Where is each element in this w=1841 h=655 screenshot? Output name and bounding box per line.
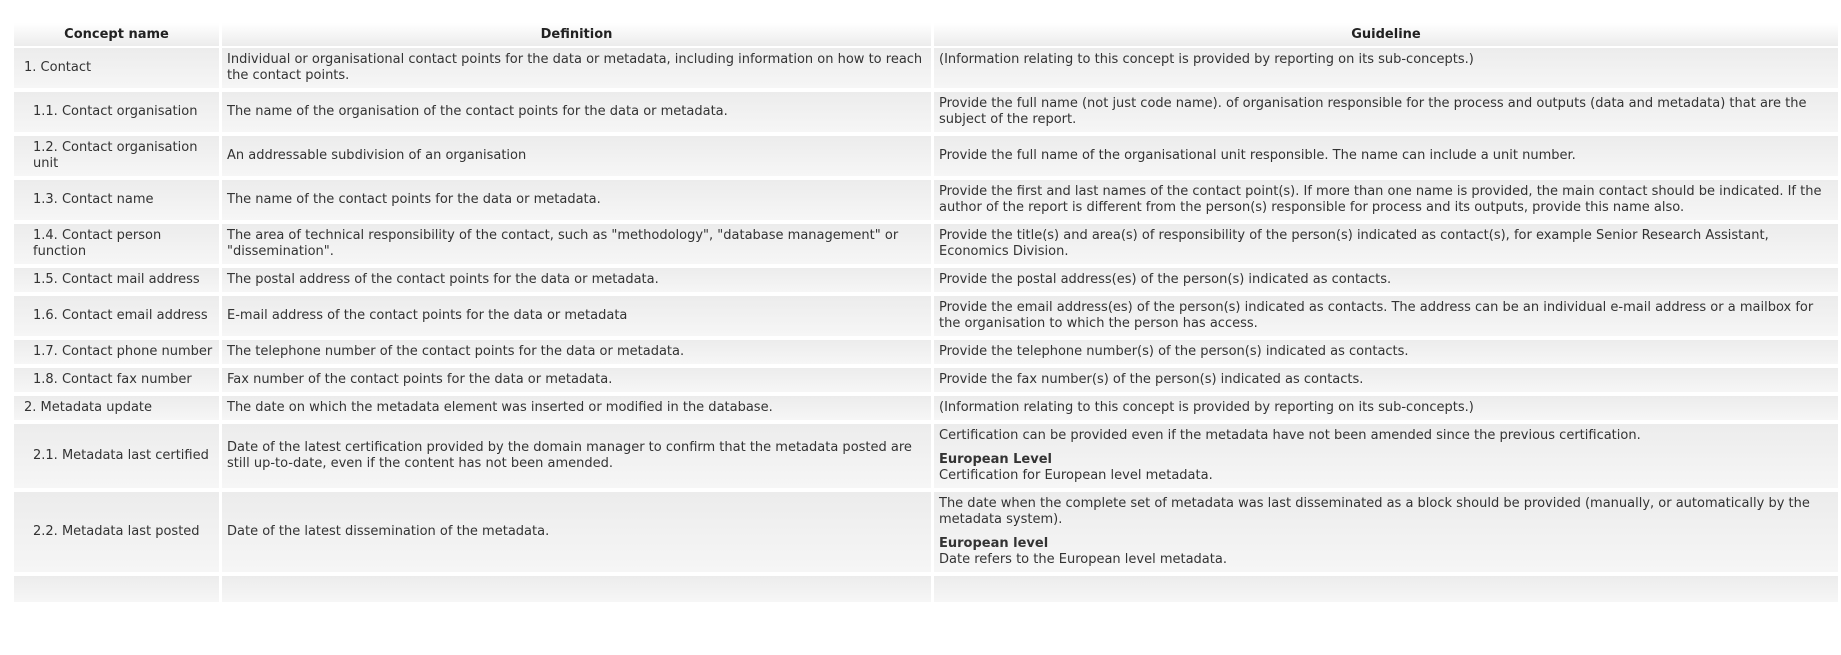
concept-name-cell: 2. Metadata update xyxy=(14,396,222,424)
guideline-heading: European level xyxy=(939,536,1049,551)
table-row xyxy=(14,92,1841,136)
definition-cell: E-mail address of the contact points for the data or metadata xyxy=(222,296,934,340)
table-row-partial xyxy=(14,576,1841,606)
guideline-cell: Provide the telephone number(s) of the person(s) indicated as contacts. xyxy=(934,340,1841,368)
concept-name-cell: 1. Contact xyxy=(14,48,222,92)
definition-cell: The postal address of the contact points for the data or metadata. xyxy=(222,268,934,296)
definition-cell: Individual or organisational contact points for the data or metadata, including information on how to reach the contact points. xyxy=(222,48,934,92)
guideline-text: Certification can be provided even if the metadata have not been amended since the previous certification. xyxy=(939,428,1641,443)
definition-cell xyxy=(222,576,934,606)
metadata-table-container xyxy=(14,23,1841,606)
concept-name-cell xyxy=(14,576,222,606)
guideline-extra-text: Date refers to the European level metadata. xyxy=(939,552,1227,567)
guideline-heading: European Level xyxy=(939,452,1053,467)
concept-name-cell: 1.5. Contact mail address xyxy=(14,268,222,296)
concept-name-cell: 1.1. Contact organisation xyxy=(14,92,222,136)
definition-cell: Date of the latest dissemination of the metadata. xyxy=(222,492,934,576)
table-row xyxy=(14,268,1841,296)
concept-name-cell: 1.4. Contact person function xyxy=(14,224,222,268)
definition-cell: An addressable subdivision of an organisation xyxy=(222,136,934,180)
guideline-cell: Provide the email address(es) of the person(s) indicated as contacts. The address can be an individual e-mail address or a mailbox for the organisation to which the person has access. xyxy=(934,296,1841,340)
definition-cell: Fax number of the contact points for the data or metadata. xyxy=(222,368,934,396)
table-header-row xyxy=(14,23,1841,48)
guideline-text: The date when the complete set of metadata was last disseminated as a block should be provided (manually, or automatically by the metadata system). xyxy=(939,496,1810,527)
concept-name-cell: 1.2. Contact organisation unit xyxy=(14,136,222,180)
concept-name-cell: 1.8. Contact fax number xyxy=(14,368,222,396)
guideline-cell: (Information relating to this concept is provided by reporting on its sub-concepts.) xyxy=(934,396,1841,424)
guideline-cell xyxy=(934,492,1841,576)
guideline-cell: Provide the full name (not just code name). of organisation responsible for the process and outputs (data and metadata) that are the subject of the report. xyxy=(934,92,1841,136)
definition-cell: The name of the contact points for the data or metadata. xyxy=(222,180,934,224)
guideline-cell xyxy=(934,576,1841,606)
metadata-concepts-table xyxy=(14,23,1841,606)
table-row xyxy=(14,492,1841,576)
concept-name-cell: 1.7. Contact phone number xyxy=(14,340,222,368)
guideline-cell: Provide the title(s) and area(s) of responsibility of the person(s) indicated as contact(s), for example Senior Research Assistant, Economics Division. xyxy=(934,224,1841,268)
table-row xyxy=(14,340,1841,368)
definition-cell: The name of the organisation of the contact points for the data or metadata. xyxy=(222,92,934,136)
guideline-cell: Provide the full name of the organisational unit responsible. The name can include a unit number. xyxy=(934,136,1841,180)
table-row xyxy=(14,136,1841,180)
definition-cell: The telephone number of the contact points for the data or metadata. xyxy=(222,340,934,368)
concept-name-cell: 1.3. Contact name xyxy=(14,180,222,224)
table-row xyxy=(14,368,1841,396)
guideline-cell xyxy=(934,424,1841,492)
definition-cell: Date of the latest certification provided by the domain manager to confirm that the metadata posted are still up-to-date, even if the content has not been amended. xyxy=(222,424,934,492)
header-guideline: Guideline xyxy=(934,23,1841,48)
table-row xyxy=(14,424,1841,492)
guideline-cell: (Information relating to this concept is provided by reporting on its sub-concepts.) xyxy=(934,48,1841,92)
concept-name-cell: 2.1. Metadata last certified xyxy=(14,424,222,492)
guideline-cell: Provide the first and last names of the contact point(s). If more than one name is provided, the main contact should be indicated. If the author of the report is different from the person(s) responsible for process and its outputs, provide this name also. xyxy=(934,180,1841,224)
table-row xyxy=(14,180,1841,224)
guideline-cell: Provide the fax number(s) of the person(s) indicated as contacts. xyxy=(934,368,1841,396)
table-row xyxy=(14,224,1841,268)
definition-cell: The area of technical responsibility of the contact, such as "methodology", "database management" or "dissemination". xyxy=(222,224,934,268)
concept-name-cell: 2.2. Metadata last posted xyxy=(14,492,222,576)
concept-name-cell: 1.6. Contact email address xyxy=(14,296,222,340)
definition-cell: The date on which the metadata element was inserted or modified in the database. xyxy=(222,396,934,424)
table-row xyxy=(14,48,1841,92)
guideline-cell: Provide the postal address(es) of the person(s) indicated as contacts. xyxy=(934,268,1841,296)
guideline-extra-text: Certification for European level metadata. xyxy=(939,468,1213,483)
table-row xyxy=(14,396,1841,424)
header-definition: Definition xyxy=(222,23,934,48)
table-row xyxy=(14,296,1841,340)
header-concept-name: Concept name xyxy=(14,23,222,48)
